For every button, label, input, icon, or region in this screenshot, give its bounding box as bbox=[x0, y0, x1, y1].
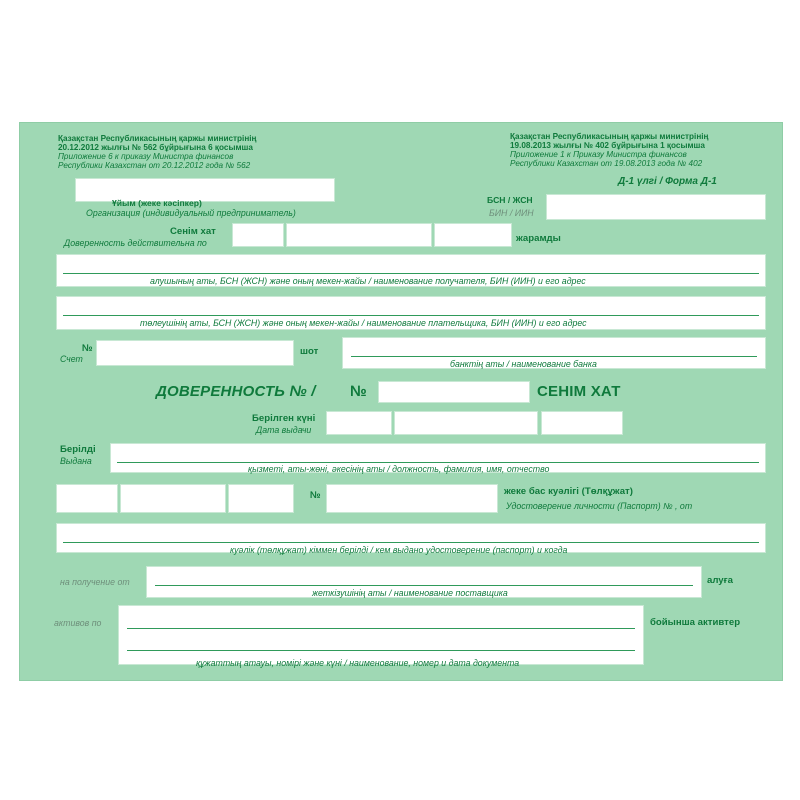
account-label-ru: Счет bbox=[60, 354, 83, 364]
id-card-label-kz: жеке бас куәлігі (Төлқұжат) bbox=[504, 486, 633, 497]
position-caption: қызметі, аты-жөні, әкесінің аты / должность, фамилия, имя, отчество bbox=[248, 464, 550, 474]
left-header-line4: Республики Казахстан от 20.12.2012 года № 562 bbox=[58, 161, 251, 170]
right-header-line1: Қазақстан Республикасының қаржы министрінің bbox=[510, 132, 709, 141]
right-header-line2: 19.08.2013 жылғы № 402 бұйрығына 1 қосымша bbox=[510, 141, 705, 150]
title-number-sign: № bbox=[350, 383, 367, 400]
account-number-sign: № bbox=[82, 343, 93, 354]
bank-caption: банктің аты / наименование банка bbox=[450, 359, 597, 369]
bank-underline bbox=[351, 356, 757, 357]
receipt-label-kz: алуға bbox=[707, 575, 733, 586]
issue-date-label-kz: Берілген күні bbox=[252, 413, 316, 424]
issuer-underline bbox=[63, 542, 759, 543]
issued-to-label-ru: Выдана bbox=[60, 456, 92, 466]
issuer-caption: куәлік (төлқұжат) кіммен берілді / кем выдано удостоверение (паспорт) и когда bbox=[230, 545, 568, 555]
right-header-line3: Приложение 1 к Приказу Министра финансов bbox=[510, 150, 687, 159]
recipient-caption: алушының аты, БСН (ЖСН) және оның мекен-жайы / наименование получателя, БИН (ИИН) и его адрес bbox=[150, 276, 586, 286]
issued-to-label-kz: Берілді bbox=[60, 444, 96, 455]
validity-label-ru: Доверенность действительна по bbox=[64, 238, 207, 248]
validity-suffix: жарамды bbox=[516, 233, 561, 244]
recipient-underline bbox=[63, 273, 759, 274]
bin-label-ru: БИН / ИИН bbox=[489, 208, 534, 218]
account-label-kz: шот bbox=[300, 346, 319, 357]
id-day-field[interactable] bbox=[120, 484, 226, 513]
power-of-attorney-form bbox=[20, 123, 782, 680]
left-header-line1: Қазақстан Республикасының қаржы министрінің bbox=[58, 134, 257, 143]
payer-caption: төлеушінің аты, БСН (ЖСН) және оның мекен-жайы / наименование плательщика, БИН (ИИН) и его адрес bbox=[140, 318, 587, 328]
bin-label-kz: БСН / ЖСН bbox=[487, 195, 533, 205]
id-number-sign: № bbox=[310, 490, 321, 501]
attorney-number-field[interactable] bbox=[378, 381, 530, 403]
issue-month-field[interactable] bbox=[394, 411, 538, 435]
assets-label-ru: активов по bbox=[54, 618, 102, 628]
id-month-field[interactable] bbox=[228, 484, 294, 513]
issue-day-field[interactable] bbox=[326, 411, 392, 435]
bin-field[interactable] bbox=[546, 194, 766, 220]
supplier-underline bbox=[155, 585, 693, 586]
title-ru: ДОВЕРЕННОСТЬ № / bbox=[156, 383, 316, 400]
document-underline-1 bbox=[127, 628, 635, 629]
issue-date-label-ru: Дата выдачи bbox=[256, 425, 312, 435]
validity-day-field[interactable] bbox=[232, 223, 284, 247]
supplier-caption: жеткізушінің аты / наименование поставщика bbox=[312, 588, 508, 598]
validity-label-kz: Сенім хат bbox=[170, 226, 216, 237]
organization-label-kz: Ұйым (жеке кәсіпкер) bbox=[112, 198, 202, 208]
payer-underline bbox=[63, 315, 759, 316]
title-kz: СЕНІМ ХАТ bbox=[537, 383, 621, 400]
form-label: Д-1 үлгі / Форма Д-1 bbox=[618, 176, 717, 187]
left-header-line3: Приложение 6 к приказу Министра финансов bbox=[58, 152, 234, 161]
issued-to-underline bbox=[117, 462, 759, 463]
document-underline-2 bbox=[127, 650, 635, 651]
left-header-line2: 20.12.2012 жылғы № 562 бұйрығына 6 қосымша bbox=[58, 143, 253, 152]
document-caption: құжаттың атауы, номірі және күні / наименование, номер и дата документа bbox=[196, 658, 520, 668]
validity-year-field[interactable] bbox=[434, 223, 512, 247]
right-header-line4: Республики Казахстан от 19.08.2013 года № 402 bbox=[510, 159, 703, 168]
organization-label-ru: Организация (индивидуальный предприниматель) bbox=[86, 208, 296, 218]
receipt-label-ru: на получение от bbox=[60, 577, 130, 587]
id-series-field[interactable] bbox=[56, 484, 118, 513]
assets-label-kz: бойынша активтер bbox=[650, 617, 741, 628]
id-card-label-ru: Удостоверение личности (Паспорт) № , от bbox=[506, 501, 693, 511]
document-field[interactable] bbox=[118, 605, 644, 665]
id-number-field[interactable] bbox=[326, 484, 498, 513]
issue-year-field[interactable] bbox=[541, 411, 623, 435]
validity-month-field[interactable] bbox=[286, 223, 432, 247]
account-field[interactable] bbox=[96, 340, 294, 366]
